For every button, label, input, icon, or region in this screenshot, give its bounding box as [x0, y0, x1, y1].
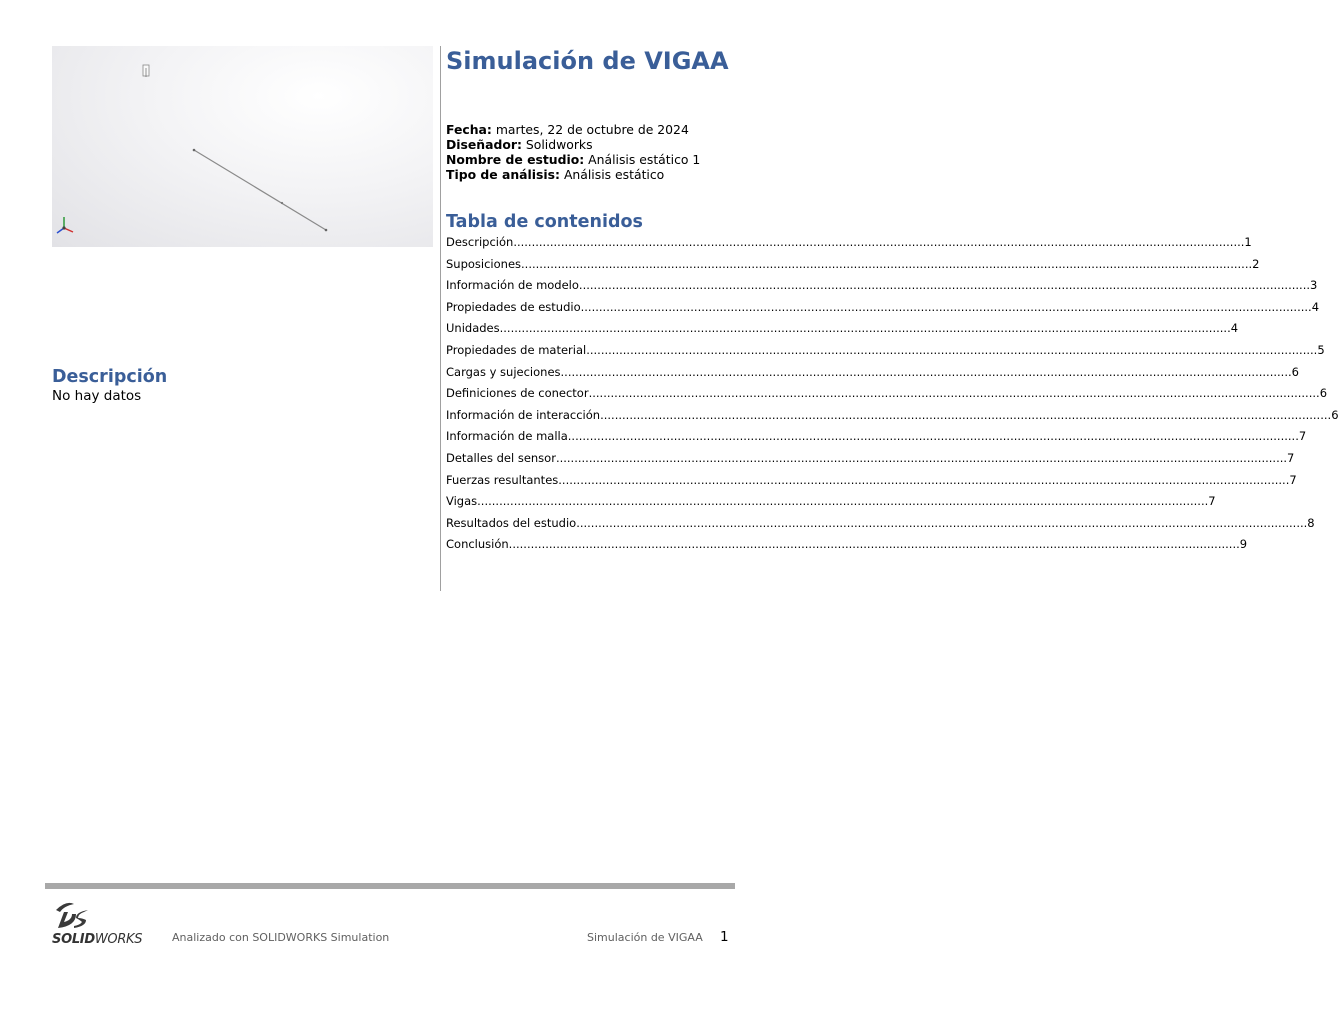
toc-page: 5: [1317, 342, 1325, 357]
toc-page: 4: [1230, 321, 1239, 336]
toc-label: Información de modelo: [446, 278, 579, 293]
axis-triad-icon: [57, 217, 73, 233]
toc-page: 9: [1239, 537, 1248, 552]
toc-label: Propiedades de material: [446, 342, 587, 357]
model-viewport: [52, 46, 433, 247]
toc-heading: Tabla de contenidos: [446, 212, 643, 232]
toc-entry[interactable]: [446, 364, 1299, 386]
toc-page: 8: [1307, 515, 1315, 530]
meta-value: martes, 22 de octubre de 2024: [495, 122, 689, 137]
toc-page: 7: [1298, 429, 1307, 444]
footer-page-number: 1: [720, 929, 729, 945]
toc-page: 6: [1319, 386, 1328, 401]
toc-leader: ........................................................................................................................................................................................................: [586, 342, 1318, 357]
toc-entry[interactable]: [446, 515, 1315, 537]
toc-entry[interactable]: [446, 407, 1339, 429]
toc-leader: ........................................................................................................................................................................................................: [578, 278, 1311, 293]
toc-label: Información de malla: [446, 429, 568, 444]
meta-label: Nombre de estudio:: [446, 152, 585, 167]
toc-entry[interactable]: [446, 299, 1320, 321]
meta-label: Fecha:: [446, 122, 492, 137]
toc-leader: ........................................................................................................................................................................................................: [600, 407, 1332, 422]
toc-label: Cargas y sujeciones: [446, 364, 561, 379]
toc-leader: ........................................................................................................................................................................................................: [477, 494, 1209, 509]
toc-page: 4: [1311, 299, 1320, 314]
footer-rule: [45, 883, 735, 889]
toc-leader: ........................................................................................................................................................................................................: [567, 429, 1299, 444]
toc-label: Detalles del sensor: [446, 450, 556, 465]
toc-leader: ........................................................................................................................................................................................................: [508, 537, 1240, 552]
study-metadata: [446, 122, 700, 182]
meta-fecha: [446, 122, 700, 137]
toc-label: Información de interacción: [446, 407, 601, 422]
meta-estudio: [446, 152, 700, 167]
beam-model: [52, 46, 433, 247]
toc-leader: ........................................................................................................................................................................................................: [558, 472, 1290, 487]
toc-entry[interactable]: [446, 536, 1248, 558]
toc-leader: ........................................................................................................................................................................................................: [555, 450, 1288, 465]
logo-rest: WORKS: [94, 932, 143, 947]
toc-leader: ........................................................................................................................................................................................................: [513, 235, 1245, 249]
toc-page: 1: [1244, 235, 1252, 249]
meta-value: Análisis estático 1: [588, 152, 701, 167]
toc-entry[interactable]: [446, 450, 1295, 472]
beam-line: [194, 150, 326, 230]
pin-icon: [143, 65, 149, 77]
toc-label: Propiedades de estudio: [446, 299, 581, 314]
meta-label: Tipo de análisis:: [446, 167, 560, 182]
toc-label: Fuerzas resultantes: [446, 472, 559, 487]
meta-value: Solidworks: [525, 137, 593, 152]
toc-leader: ........................................................................................................................................................................................................: [499, 321, 1231, 336]
toc-entry[interactable]: [446, 277, 1318, 299]
toc-label: Resultados del estudio: [446, 515, 577, 530]
solidworks-logo: [52, 898, 162, 948]
toc-leader: ........................................................................................................................................................................................................: [560, 364, 1292, 379]
meta-value: Análisis estático: [563, 167, 665, 182]
meta-label: Diseñador:: [446, 137, 522, 152]
solidworks-wordmark: [52, 932, 142, 947]
meta-disenador: [446, 137, 700, 152]
toc-entry[interactable]: [446, 493, 1216, 515]
toc-entry[interactable]: [446, 256, 1260, 278]
table-of-contents: [446, 234, 1339, 558]
toc-label: Vigas: [446, 494, 478, 509]
toc-entry[interactable]: [446, 234, 1252, 256]
ds-logo-icon: [52, 898, 92, 932]
toc-page: 7: [1289, 472, 1297, 487]
toc-label: Definiciones de conector: [446, 386, 589, 401]
toc-label: Descripción: [446, 235, 514, 249]
toc-page: 7: [1208, 494, 1216, 509]
footer-doc-title: Simulación de VIGAA: [587, 931, 703, 944]
logo-bold: SOLID: [52, 932, 95, 947]
toc-entry[interactable]: [446, 342, 1325, 364]
toc-page: 2: [1252, 256, 1260, 271]
toc-page: 6: [1331, 407, 1339, 422]
toc-entry[interactable]: [446, 428, 1307, 450]
description-text: No hay datos: [52, 388, 142, 404]
toc-page: 3: [1310, 278, 1318, 293]
meta-tipo: [446, 167, 700, 182]
column-divider: [440, 46, 441, 591]
toc-label: Suposiciones: [446, 256, 522, 271]
toc-entry[interactable]: [446, 320, 1239, 342]
footer-analyzed-text: Analizado con SOLIDWORKS Simulation: [172, 931, 390, 944]
toc-entry[interactable]: [446, 385, 1328, 407]
toc-leader: ........................................................................................................................................................................................................: [521, 256, 1253, 271]
toc-label: Unidades: [446, 321, 500, 336]
toc-page: 6: [1291, 364, 1299, 379]
toc-leader: ........................................................................................................................................................................................................: [576, 515, 1308, 530]
page-title: Simulación de VIGAA: [446, 47, 729, 75]
toc-entry[interactable]: [446, 472, 1297, 494]
toc-leader: ........................................................................................................................................................................................................: [580, 299, 1312, 314]
toc-page: 7: [1287, 450, 1295, 465]
description-heading: Descripción: [52, 367, 168, 387]
toc-leader: ........................................................................................................................................................................................................: [588, 386, 1320, 401]
toc-label: Conclusión: [446, 537, 509, 552]
